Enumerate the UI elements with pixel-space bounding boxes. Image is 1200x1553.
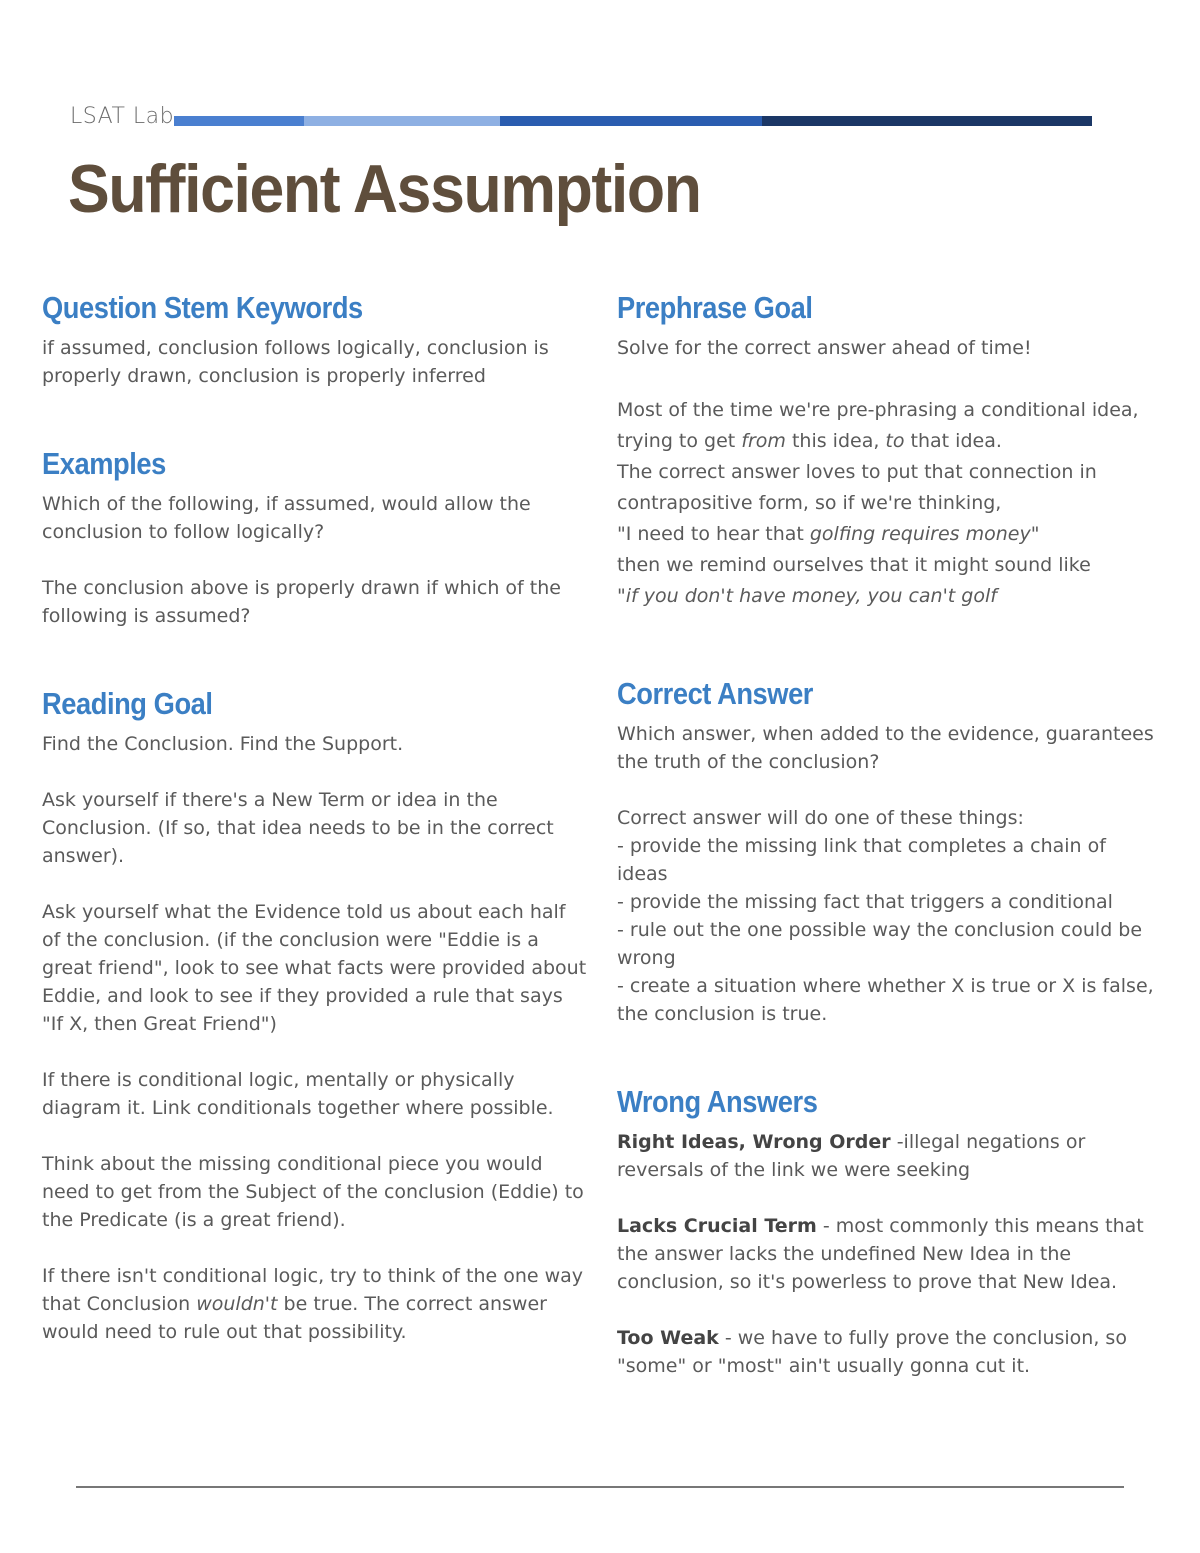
correct-answer-p1: Which answer, when added to the evidence, guarantees the truth of the conclusion? bbox=[617, 723, 1154, 773]
wrong-answer-2-text: - most commonly this means that the answer lacks the undefined New Idea in the conclusion, so it's powerless to prove that New Idea. bbox=[617, 1215, 1144, 1293]
correct-answer-item-4: - create a situation where whether X is true or X is false, the conclusion is true. bbox=[617, 975, 1154, 1025]
page-title: Sufficient Assumption bbox=[68, 151, 701, 227]
correct-answer-intro: Correct answer will do one of these things: bbox=[617, 807, 1024, 829]
reading-goal-p6-start: If there isn't conditional logic, try to think of the one way that Conclusion bbox=[42, 1265, 584, 1315]
reading-goal-p5: Think about the missing conditional piece you would need to get from the Subject of the conclusion (Eddie) to the Predicate (is a great friend). bbox=[42, 1153, 584, 1231]
prephrase-line-2 bbox=[617, 426, 1162, 457]
footer-divider bbox=[76, 1486, 1124, 1488]
prephrase-line-2-b: this idea, bbox=[785, 430, 886, 452]
correct-answer-item-3: - rule out the one possible way the conclusion could be wrong bbox=[617, 919, 1143, 969]
header-stripe-3 bbox=[500, 116, 762, 126]
wrong-answer-3-text: - we have to fully prove the conclusion, so "some" or "most" ain't usually gonna cut it. bbox=[617, 1327, 1127, 1377]
wrong-answer-1-text: -illegal negations or reversals of the link we were seeking bbox=[617, 1131, 1086, 1181]
correct-answer-heading: Correct Answer bbox=[617, 676, 813, 711]
reading-goal-section bbox=[42, 684, 587, 1346]
reading-goal-p3: Ask yourself what the Evidence told us about each half of the conclusion. (if the conclusion were "Eddie is a great friend", look to see what facts were provided about Eddie, and look to see if they provided a rule that says "If X, then Great Friend") bbox=[42, 901, 587, 1035]
reading-goal-p6-end: be true. The correct answer would need to rule out that possibility. bbox=[42, 1293, 547, 1343]
reading-goal-p6 bbox=[42, 1262, 587, 1346]
wrong-answer-1-term: Right Ideas, Wrong Order bbox=[617, 1131, 891, 1153]
wrong-answer-2-term: Lacks Crucial Term bbox=[617, 1215, 817, 1237]
question-stem-heading: Question Stem Keywords bbox=[42, 290, 363, 325]
prephrase-line-5 bbox=[617, 519, 1162, 550]
prephrase-line-6: then we remind ourselves that it might sound like bbox=[617, 554, 1091, 576]
reading-goal-heading: Reading Goal bbox=[42, 686, 213, 721]
prephrase-line-4: contrapositive form, so if we're thinking, bbox=[617, 492, 1002, 514]
wrong-answers-section bbox=[617, 1082, 1162, 1380]
wrong-answer-3 bbox=[617, 1324, 1162, 1380]
example-2: The conclusion above is properly drawn if which of the following is assumed? bbox=[42, 577, 561, 627]
prephrase-line-3: The correct answer loves to put that connection in bbox=[617, 461, 1097, 483]
header-stripe-1 bbox=[174, 116, 304, 126]
wrong-answer-1 bbox=[617, 1128, 1162, 1184]
prephrase-section bbox=[617, 288, 1162, 612]
reading-goal-p1: Find the Conclusion. Find the Support. bbox=[42, 733, 404, 755]
header-stripe-2 bbox=[304, 116, 500, 126]
prephrase-line-2-c: that idea. bbox=[904, 430, 1002, 452]
prephrase-heading: Prephrase Goal bbox=[617, 290, 813, 325]
prephrase-line-2-to: to bbox=[885, 430, 905, 452]
correct-answer-section bbox=[617, 674, 1162, 1028]
prephrase-line-5-a: "I need to hear that bbox=[617, 523, 810, 545]
prephrase-line-5-emphasis: golfing requires money bbox=[809, 523, 1031, 545]
question-stem-text: if assumed, conclusion follows logically, conclusion is properly drawn, conclusion is properly inferred bbox=[42, 337, 549, 387]
left-column bbox=[42, 288, 587, 1346]
prephrase-p1: Solve for the correct answer ahead of time! bbox=[617, 337, 1032, 359]
example-1: Which of the following, if assumed, would allow the conclusion to follow logically? bbox=[42, 493, 531, 543]
correct-answer-item-2: - provide the missing fact that triggers a conditional bbox=[617, 891, 1113, 913]
correct-answer-item-1: - provide the missing link that completes a chain of ideas bbox=[617, 835, 1106, 885]
examples-section bbox=[42, 444, 587, 630]
prephrase-line-1: Most of the time we're pre-phrasing a conditional idea, bbox=[617, 399, 1139, 421]
right-column bbox=[617, 288, 1162, 1380]
reading-goal-p4: If there is conditional logic, mentally or physically diagram it. Link conditionals together where possible. bbox=[42, 1069, 554, 1119]
prephrase-lines bbox=[617, 395, 1162, 612]
prephrase-line-2-from: from bbox=[741, 430, 786, 452]
prephrase-line-5-b: " bbox=[1030, 523, 1040, 545]
brand-label: LSAT Lab bbox=[70, 104, 175, 129]
header-stripe-4 bbox=[762, 116, 1092, 126]
reading-goal-p2: Ask yourself if there's a New Term or idea in the Conclusion. (If so, that idea needs to be in the correct answer). bbox=[42, 789, 554, 867]
prephrase-line-7-emphasis: "if you don't have money, you can't golf bbox=[617, 585, 997, 607]
prephrase-line-7 bbox=[617, 581, 1162, 612]
examples-heading: Examples bbox=[42, 446, 166, 481]
prephrase-line-2-a: trying to get bbox=[617, 430, 742, 452]
wrong-answer-2 bbox=[617, 1212, 1162, 1296]
wrong-answers-heading: Wrong Answers bbox=[617, 1084, 818, 1119]
reading-goal-p6-emphasis: wouldn't bbox=[196, 1293, 278, 1315]
wrong-answer-3-term: Too Weak bbox=[617, 1327, 719, 1349]
question-stem-section bbox=[42, 288, 587, 390]
